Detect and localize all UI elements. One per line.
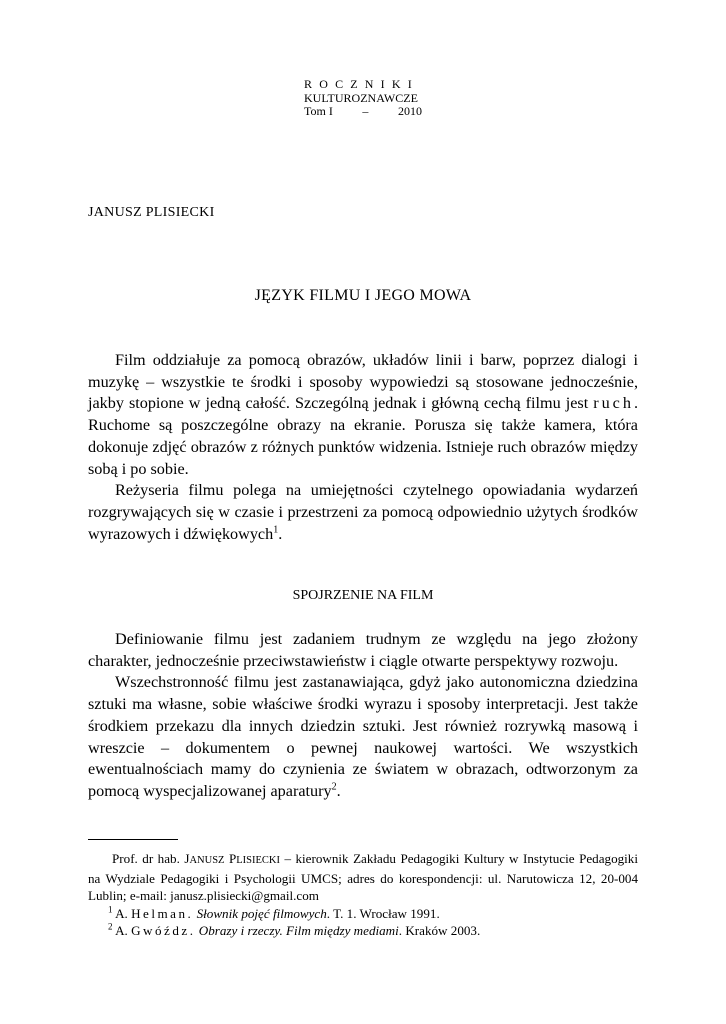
footnote-ref-2: 2 <box>331 781 337 793</box>
footnotes <box>88 850 638 940</box>
intro-paragraph-1: Film oddziałuje za pomocą obrazów, układów linii i barw, poprzez dialogi i muzykę – wszystkie te środki i sposoby wypowiedzi są stosowane jednocześnie, jakby stopione w jedną całość. Szczególną jednak i główną cechą filmu jest ruch. Ruchome są poszczególne obrazy na ekranie. Porusza się także kamera, która dokonuje zdjęć obrazów z różnych punktów widzenia. Istnieje ruch obrazów między sobą i po sobie. <box>88 351 638 478</box>
section-text <box>88 629 638 803</box>
footnote-ref-1: 1 <box>273 524 279 536</box>
section-heading: SPOJRZENIE NA FILM <box>292 588 434 603</box>
journal-header <box>304 78 422 119</box>
journal-volume-line <box>304 105 422 119</box>
footnote-2: $^2$ A. Gwóźdz. Obrazy i rzeczy. Film między mediami. Kraków 2003. <box>108 921 481 938</box>
journal-subtitle: KULTUROZNAWCZE <box>304 90 418 105</box>
section-paragraph-1: Definiowanie filmu jest zadaniem trudnym ze względu na jego złożony charakter, jednocześnie przeciwstawieństw i ciągle otwarte perspektywy rozwoju. <box>88 630 638 670</box>
section-paragraph-2: Wszechstronność filmu jest zastanawiająca, gdyż jako autonomiczna dziedzina sztuki ma własne, sobie właściwe środki wyrazu i sposoby interpretacji. Jest także środkiem przekazu dla innych dziedzin sztuki. Jest również rozrywką masową i wreszcie – dokumentem o pewnej naukowej wartości. We wszystkich ewentualnościach mamy do czynienia ze światem w obrazach, odtworzonym za pomocą wyspecjalizowanej aparatury$^2$. <box>88 673 638 800</box>
emphasis-ruch: ruch <box>593 394 634 413</box>
footnote-divider <box>88 839 178 840</box>
intro-text <box>88 350 638 545</box>
journal-volume: Tom I <box>304 104 333 118</box>
author-footnote: Prof. dr hab. JANUSZ PLISIECKI – kierownik Zakładu Pedagogiki Kultury w Instytucie Pedagogiki na Wydziale Pedagogiki i Psychologii UMCS; adres do korespondencji: ul. Narutowicza 12, 20-004 Lublin; e-mail: janusz.plisiecki@gmail.com <box>88 851 638 903</box>
journal-name: ROCZNIKI <box>304 77 419 91</box>
intro-paragraph-2: Reżyseria filmu polega na umiejętności czytelnego opowiadania wydarzeń rozgrywających się w czasie i przestrzeni za pomocą odpowiednio użytych środków wyrazowych i dźwiękowych$^1$. <box>88 481 638 543</box>
journal-year: 2010 <box>397 104 422 118</box>
journal-dash: – <box>362 104 369 118</box>
article-author: JANUSZ PLISIECKI <box>88 205 215 220</box>
footnote-1: $^1$ A. Helman. Słownik pojęć filmowych. T. 1. Wrocław 1991. <box>108 904 440 921</box>
article-title: JĘZYK FILMU I JEGO MOWA <box>254 287 472 304</box>
